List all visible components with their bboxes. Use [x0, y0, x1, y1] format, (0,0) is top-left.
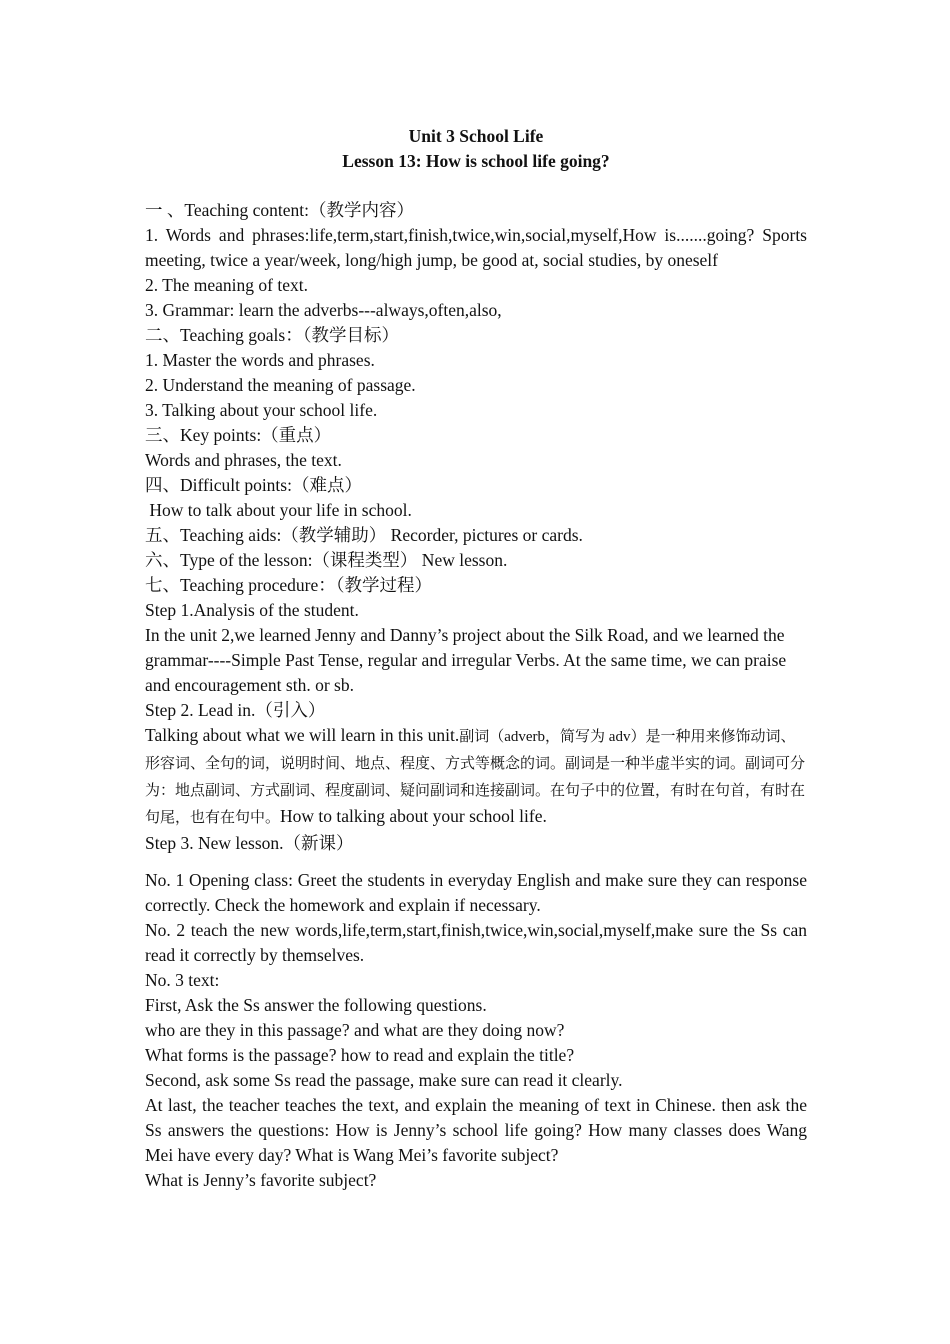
- grammar-item: 3. Grammar: learn the adverbs---always,often,also,: [145, 300, 502, 320]
- words-phrases-item: 1. Words and phrases:life,term,start,finish,twice,win,social,myself,How is.......going? Sports meeting, twice a year/week, long/high jump, be good at, social studies, by oneself: [145, 225, 807, 270]
- step-2-outro: How to talking about your school life.: [280, 806, 547, 826]
- difficult-points-text: How to talk about your life in school.: [145, 500, 412, 520]
- key-points-text: Words and phrases, the text.: [145, 450, 342, 470]
- section-teaching-goals: 二、Teaching goals：（教学目标）: [145, 325, 399, 345]
- step-2-intro: Talking about what we will learn in this unit.: [145, 725, 460, 745]
- section-key-points: 三、Key points:（重点）: [145, 425, 332, 445]
- goal-item-1: 1. Master the words and phrases.: [145, 350, 375, 370]
- no-2-text: No. 2 teach the new words,life,term,start,finish,twice,win,social,myself,make sure the Ss can read it correctly by themselves.: [145, 920, 807, 965]
- spacer: [145, 174, 807, 198]
- step-2-text: [145, 723, 807, 831]
- section-teaching-aids: 五、Teaching aids:（教学辅助） Recorder, pictures or cards.: [145, 525, 583, 545]
- second-step: Second, ask some Ss read the passage, make sure can read it clearly.: [145, 1070, 623, 1090]
- no-3-heading: No. 3 text:: [145, 970, 220, 990]
- no-1-text: No. 1 Opening class: Greet the students in everyday English and make sure they can response correctly. Check the homework and explain if necessary.: [145, 870, 807, 915]
- question-1: who are they in this passage? and what are they doing now?: [145, 1020, 565, 1040]
- final-question: What is Jenny’s favorite subject?: [145, 1170, 377, 1190]
- document-page: [145, 124, 807, 1193]
- document-title: Unit 3 School Life: [408, 126, 544, 146]
- step-2-heading: Step 2. Lead in.（引入）: [145, 700, 326, 720]
- goal-item-3: 3. Talking about your school life.: [145, 400, 378, 420]
- last-step: At last, the teacher teaches the text, and explain the meaning of text in Chinese. then ask the Ss answers the questions: How is Jenny’s school life going? How many classes does Wang Mei have every day? What is Wang Mei’s favorite subject?: [145, 1095, 807, 1165]
- spacer: [145, 856, 807, 868]
- section-lesson-type: 六、Type of the lesson:（课程类型） New lesson.: [145, 550, 508, 570]
- question-2: What forms is the passage? how to read and explain the title?: [145, 1045, 575, 1065]
- section-difficult-points: 四、Difficult points:（难点）: [145, 475, 362, 495]
- adverb-note: 副词（adverb，简写为 adv）是一种用来修饰动词、形容词、全句的词，说明时间、地点、程度、方式等概念的词。副词是一种半虚半实的词。副词可分为：地点副词、方式副词、程度副词、疑问副词和连接副词。在句子中的位置，有时在句首，有时在句尾，也有在句中。: [145, 729, 806, 826]
- lesson-title: Lesson 13: How is school life going?: [342, 151, 610, 171]
- goal-item-2: 2. Understand the meaning of passage.: [145, 375, 416, 395]
- step-1-heading: Step 1.Analysis of the student.: [145, 600, 359, 620]
- section-teaching-procedure: 七、Teaching procedure：（教学过程）: [145, 575, 432, 595]
- meaning-item: 2. The meaning of text.: [145, 275, 308, 295]
- question-intro: First, Ask the Ss answer the following questions.: [145, 995, 487, 1015]
- section-teaching-content: 一 、Teaching content:（教学内容）: [145, 200, 415, 220]
- step-3-heading: Step 3. New lesson.（新课）: [145, 833, 354, 853]
- step-1-text: In the unit 2,we learned Jenny and Danny’s project about the Silk Road, and we learned the grammar----Simple Past Tense, regular and irregular Verbs. At the same time, we can praise and encouragement sth. or sb.: [145, 625, 787, 695]
